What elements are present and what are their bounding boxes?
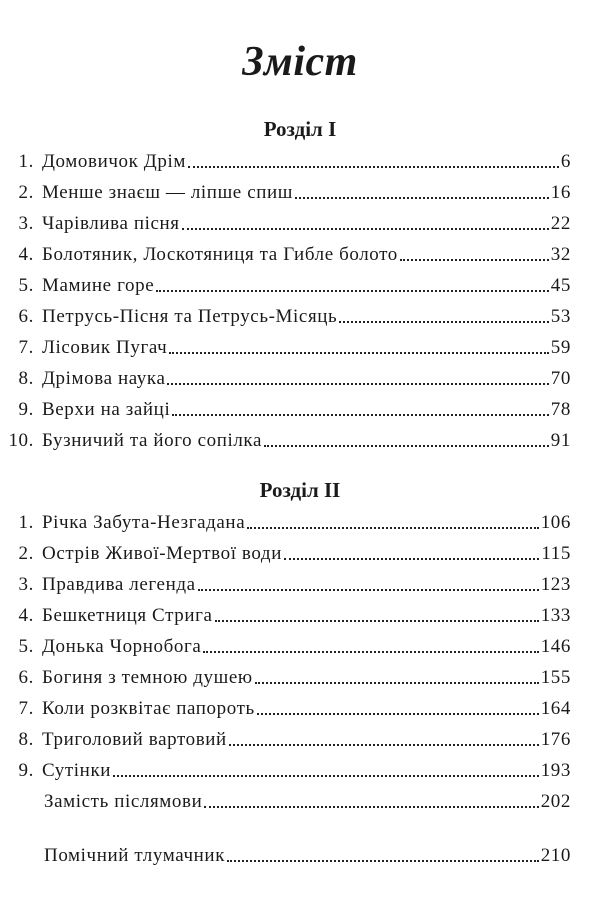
toc-entry-title: Чарівлива пісня [42, 213, 180, 234]
toc-entry-page: 6 [560, 151, 571, 172]
toc-entry-number: 1. [18, 151, 34, 172]
toc-entry-title: Замість післямови [44, 791, 203, 812]
toc-entry-number: 8. [18, 368, 34, 389]
dot-leader [204, 806, 538, 808]
dot-leader [255, 682, 539, 684]
toc-entry[interactable] [0, 175, 571, 205]
toc-entry-title: Домовичок Дрім [42, 151, 186, 172]
toc-entry-title: Бузничий та його сопілка [42, 430, 263, 451]
toc-entry[interactable] [0, 505, 571, 535]
dot-leader [257, 713, 539, 715]
toc-entry[interactable] [0, 629, 571, 659]
toc-entry-title: Болотяник, Лоскотяниця та Гибле болото [42, 244, 398, 265]
dot-leader [295, 197, 549, 199]
toc-entry-page: 70 [550, 368, 571, 389]
dot-leader [113, 775, 539, 777]
dot-leader [182, 228, 549, 230]
page-title: Зміст [242, 39, 358, 85]
toc-entry-page: 59 [550, 337, 571, 358]
toc-entry-page: 78 [550, 399, 571, 420]
toc-entry-page: 115 [541, 543, 571, 564]
toc-entry-title: Мамине горе [42, 275, 155, 296]
toc-entry-number: 6. [18, 667, 34, 688]
toc-entry-number: 6. [18, 306, 34, 327]
toc-entry-page: 91 [550, 430, 571, 451]
toc-entry-number: 10. [8, 430, 34, 451]
toc-entry-page: 123 [540, 574, 571, 595]
toc-entry-page: 193 [540, 760, 571, 781]
dot-leader [339, 321, 548, 323]
toc-entry[interactable] [0, 753, 571, 783]
toc-entry-page: 164 [540, 698, 571, 719]
toc-entry[interactable] [0, 144, 571, 174]
toc-entry-page: 146 [540, 636, 571, 657]
toc-entry[interactable] [0, 299, 571, 329]
toc-entry-number: 2. [18, 182, 34, 203]
toc-entry[interactable] [0, 567, 571, 597]
section-1-heading: Розділ I [263, 117, 337, 141]
toc-entry[interactable] [0, 423, 571, 453]
dot-leader [198, 589, 539, 591]
toc-entry-title: Правдива легенда [42, 574, 196, 595]
dot-leader [400, 259, 549, 261]
dot-leader [203, 651, 538, 653]
dot-leader [188, 166, 559, 168]
toc-entry[interactable] [44, 784, 571, 814]
toc-entry-title: Богиня з темною душею [42, 667, 253, 688]
toc-entry-number: 8. [18, 729, 34, 750]
toc-entry-number: 2. [18, 543, 34, 564]
toc-entry-number: 3. [18, 574, 34, 595]
toc-entry-title: Менше знаєш — ліпше спиш [42, 182, 293, 203]
toc-entry[interactable] [0, 330, 571, 360]
toc-entry-page: 210 [540, 845, 571, 866]
toc-entry[interactable] [44, 838, 571, 868]
toc-entry-number: 7. [18, 337, 34, 358]
toc-entry-title: Помічний тлумачник [44, 845, 226, 866]
toc-entry-page: 22 [550, 213, 571, 234]
toc-entry-page: 32 [550, 244, 571, 265]
dot-leader [167, 383, 548, 385]
dot-leader [172, 414, 548, 416]
dot-leader [169, 352, 549, 354]
toc-entry[interactable] [0, 598, 571, 628]
dot-leader [247, 527, 538, 529]
toc-entry-number: 9. [18, 760, 34, 781]
toc-entry-title: Верхи на зайці [42, 399, 171, 420]
dot-leader [227, 860, 539, 862]
toc-entry-page: 106 [540, 512, 571, 533]
toc-entry[interactable] [0, 691, 571, 721]
toc-entry-page: 16 [550, 182, 571, 203]
dot-leader [284, 558, 539, 560]
toc-entry[interactable] [0, 660, 571, 690]
toc-entry-page: 53 [550, 306, 571, 327]
toc-entry[interactable] [0, 206, 571, 236]
toc-entry-number: 3. [18, 213, 34, 234]
toc-entry-title: Донька Чорнобога [42, 636, 202, 657]
toc-entry-title: Річка Забута-Незгадана [42, 512, 246, 533]
toc-entry[interactable] [0, 237, 571, 267]
toc-entry-number: 5. [18, 636, 34, 657]
dot-leader [229, 744, 539, 746]
toc-entry-title: Дрімова наука [42, 368, 166, 389]
toc-entry-title: Петрусь-Пісня та Петрусь-Місяць [42, 306, 338, 327]
toc-entry-number: 7. [18, 698, 34, 719]
toc-entry-page: 202 [540, 791, 571, 812]
toc-entry-title: Лісовик Пугач [42, 337, 168, 358]
toc-entry[interactable] [0, 392, 571, 422]
section-2-heading: Розділ II [259, 478, 341, 502]
dot-leader [215, 620, 539, 622]
toc-entry-number: 9. [18, 399, 34, 420]
toc-entry-page: 176 [540, 729, 571, 750]
toc-entry-title: Бешкетниця Стрига [42, 605, 213, 626]
toc-entry-page: 45 [550, 275, 571, 296]
toc-entry-title: Острів Живої-Мертвої води [42, 543, 282, 564]
toc-entry-number: 4. [18, 605, 34, 626]
toc-entry-title: Сутінки [42, 760, 112, 781]
toc-entry[interactable] [0, 361, 571, 391]
toc-entry-page: 133 [540, 605, 571, 626]
toc-entry[interactable] [0, 268, 571, 298]
toc-entry-page: 155 [540, 667, 571, 688]
toc-entry[interactable] [0, 722, 571, 752]
toc-entry-number: 1. [18, 512, 34, 533]
toc-entry-title: Коли розквітає папороть [42, 698, 255, 719]
dot-leader [264, 445, 549, 447]
dot-leader [156, 290, 549, 292]
toc-entry[interactable] [0, 536, 571, 566]
toc-entry-title: Триголовий вартовий [42, 729, 227, 750]
toc-entry-number: 4. [18, 244, 34, 265]
toc-entry-number: 5. [18, 275, 34, 296]
